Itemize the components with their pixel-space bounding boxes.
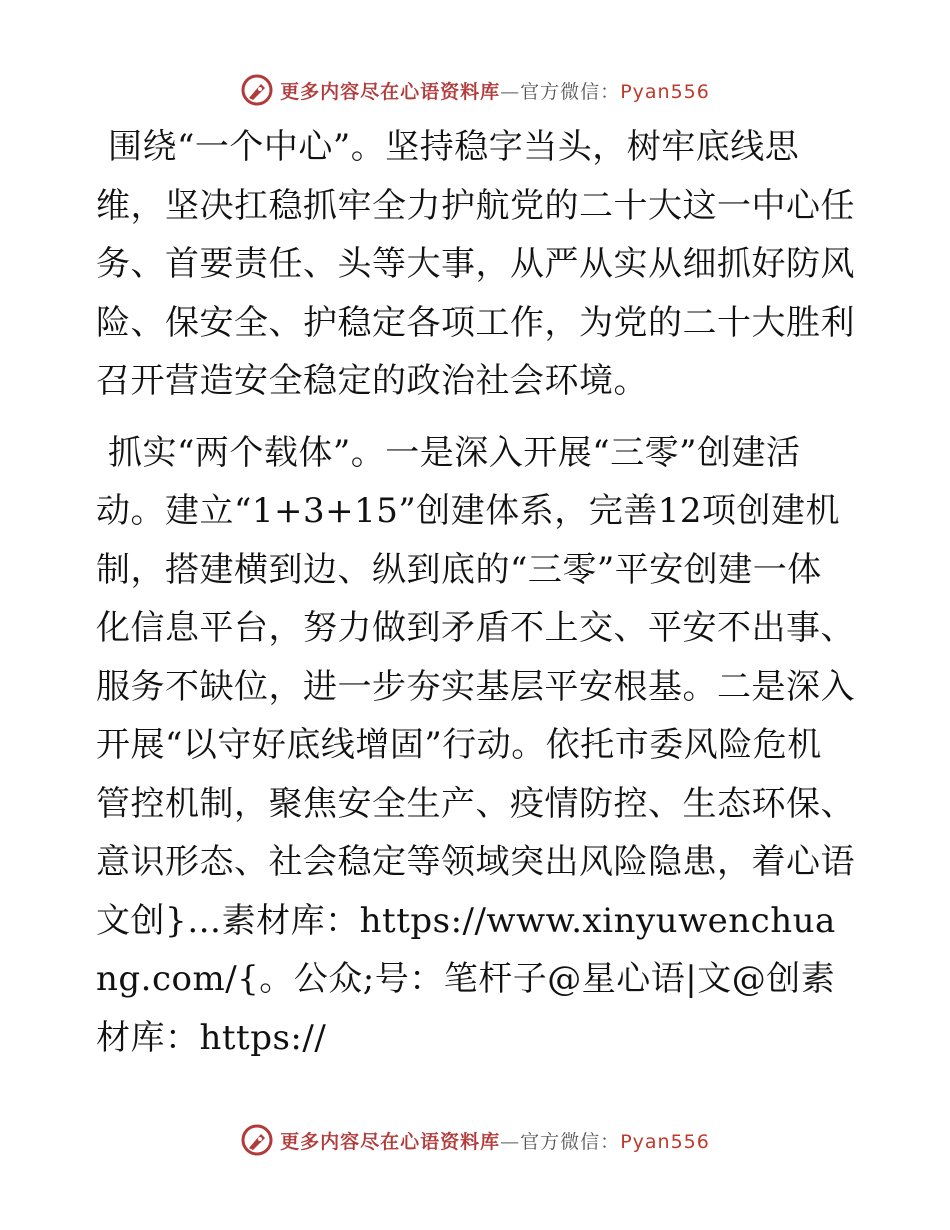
paragraph-two: 抓实“两个载体”。一是深入开展“三零”创建活动。建立“1+3+15”创建体系，完善12项创建机制，搭建横到边、纵到底的“三零”平安创建一体化信息平台，努力做到矛盾不上交、平安不出事、服务不缺位，进一步夯实基层平安根基。二是深入开展“以守好底线增固”行动。依托市委风险危机管控机制，聚焦安全生产、疫情防控、生态环保、意识形态、社会稳定等领域突出风险隐患，着心语文创}…素材库：https://www.xinyuwenchuang.com/{。公众;号：笔杆子@星心语|文@创素材库：https:// <box>96 432 855 1058</box>
pen-nib-logo-icon <box>240 73 274 107</box>
document-body <box>96 118 856 1067</box>
pen-nib-logo-icon <box>240 1123 274 1157</box>
paragraph-one: 围绕“一个中心”。坚持稳字当头，树牢底线思维，坚决扛稳抓牢全力护航党的二十大这一中心任务、首要责任、头等大事，从严从实从细抓好防风险、保安全、护稳定各项工作，为党的二十大胜利召开营造安全稳定的政治社会环境。 <box>96 127 855 401</box>
header-banner <box>0 72 950 108</box>
banner-text: 更多内容尽在心语资料库—官方微信：Pyan556 <box>280 80 710 103</box>
banner-text: 更多内容尽在心语资料库—官方微信：Pyan556 <box>280 1130 710 1153</box>
footer-banner <box>0 1122 950 1158</box>
